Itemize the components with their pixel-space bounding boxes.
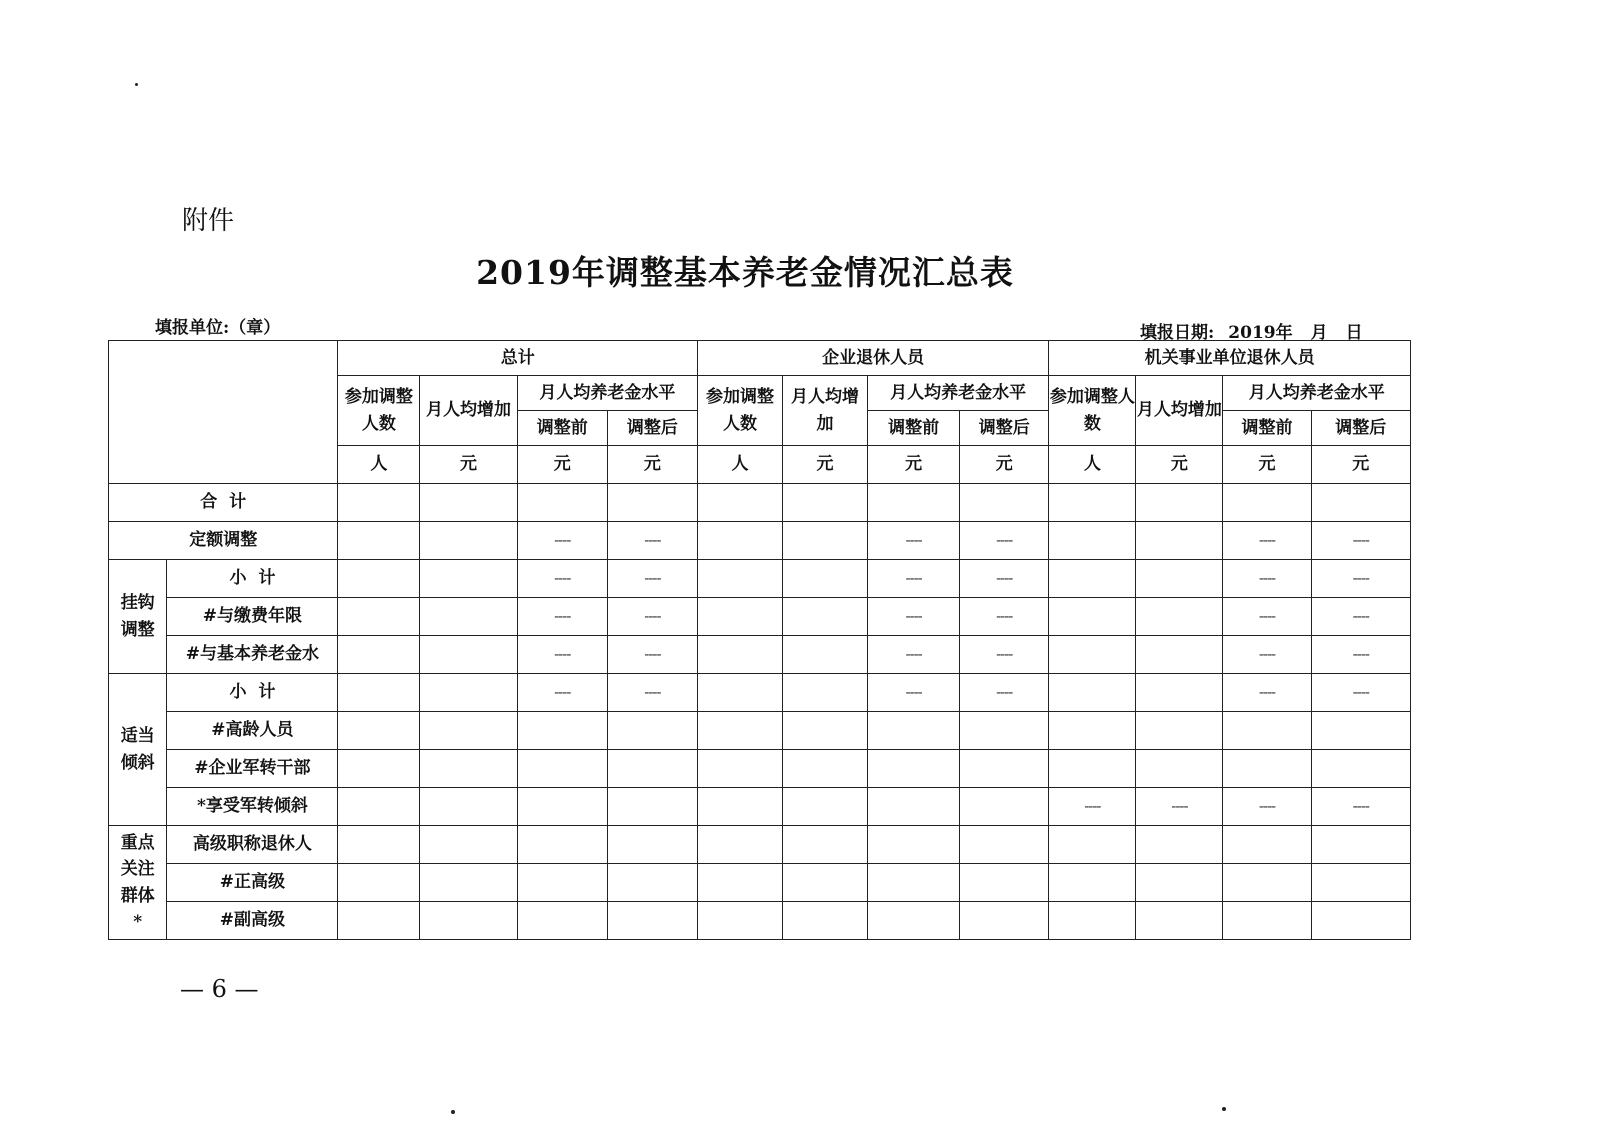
col-participants: 参加调整人数: [697, 376, 782, 446]
data-cell[interactable]: [782, 826, 867, 864]
blank-mark: ----: [517, 598, 607, 636]
data-cell[interactable]: [1136, 636, 1223, 674]
data-cell[interactable]: [338, 560, 420, 598]
data-cell[interactable]: [1049, 674, 1136, 712]
data-cell[interactable]: [420, 864, 517, 902]
group-header-enterprise: 企业退休人员: [697, 341, 1048, 376]
col-before: 调整前: [517, 411, 607, 446]
blank-mark: ----: [960, 522, 1049, 560]
data-cell[interactable]: [782, 902, 867, 940]
data-cell[interactable]: [697, 826, 782, 864]
data-cell[interactable]: [1049, 484, 1136, 522]
blank-mark: ----: [1223, 560, 1311, 598]
blank-mark: ----: [517, 522, 607, 560]
blank-mark: ----: [517, 636, 607, 674]
unit-yuan: 元: [1311, 446, 1410, 484]
data-cell[interactable]: [1223, 864, 1311, 902]
data-cell[interactable]: [1311, 712, 1410, 750]
row-label-tilt-subtotal: 小 计: [167, 674, 338, 712]
data-cell[interactable]: [338, 826, 420, 864]
data-cell[interactable]: [697, 864, 782, 902]
blank-mark: ----: [960, 636, 1049, 674]
table-row: [109, 674, 1411, 712]
col-monthly-increase: 月人均增加: [1136, 376, 1223, 446]
blank-mark: ----: [517, 560, 607, 598]
data-cell[interactable]: [1136, 598, 1223, 636]
data-cell[interactable]: [782, 674, 867, 712]
table-row: [109, 636, 1411, 674]
data-cell[interactable]: [338, 864, 420, 902]
data-cell[interactable]: [697, 484, 782, 522]
data-cell[interactable]: [1049, 598, 1136, 636]
row-label-focus-senior: #正高级: [167, 864, 338, 902]
data-cell[interactable]: [1136, 712, 1223, 750]
row-label-tilt-elderly: #高龄人员: [167, 712, 338, 750]
unit-yuan: 元: [960, 446, 1049, 484]
data-cell[interactable]: [1223, 712, 1311, 750]
blank-mark: ----: [868, 598, 960, 636]
data-cell[interactable]: [420, 788, 517, 826]
data-cell[interactable]: [420, 674, 517, 712]
table-row: [109, 788, 1411, 826]
row-group-focus-label: 重点关注群体*: [120, 832, 155, 932]
blank-mark: ----: [868, 522, 960, 560]
data-cell[interactable]: [1049, 636, 1136, 674]
data-cell[interactable]: [1136, 484, 1223, 522]
data-cell[interactable]: [517, 484, 607, 522]
blank-mark: ----: [1049, 788, 1136, 826]
data-cell[interactable]: [697, 636, 782, 674]
row-group-tilt: [109, 674, 167, 826]
row-label-focus-vice: #副高级: [167, 902, 338, 940]
data-cell[interactable]: [1136, 674, 1223, 712]
unit-yuan: 元: [607, 446, 697, 484]
table-row: [109, 902, 1411, 940]
data-cell[interactable]: [868, 826, 960, 864]
data-cell[interactable]: [338, 484, 420, 522]
row-label-linked-subtotal: 小 计: [167, 560, 338, 598]
blank-mark: ----: [607, 560, 697, 598]
unit-people: 人: [697, 446, 782, 484]
blank-mark: ----: [1311, 674, 1410, 712]
data-cell[interactable]: [517, 750, 607, 788]
blank-mark: ----: [1223, 636, 1311, 674]
data-cell[interactable]: [1223, 826, 1311, 864]
data-cell[interactable]: [960, 712, 1049, 750]
data-cell[interactable]: [1311, 484, 1410, 522]
table-row: [109, 560, 1411, 598]
data-cell[interactable]: [868, 864, 960, 902]
col-pension-level: 月人均养老金水平: [868, 376, 1049, 411]
row-label-total: 合 计: [109, 484, 338, 522]
table-row: [109, 826, 1411, 864]
data-cell[interactable]: [782, 864, 867, 902]
data-cell[interactable]: [960, 902, 1049, 940]
data-cell[interactable]: [420, 598, 517, 636]
data-cell[interactable]: [338, 674, 420, 712]
table-row: [109, 484, 1411, 522]
data-cell[interactable]: [960, 750, 1049, 788]
data-cell[interactable]: [420, 636, 517, 674]
blank-mark: ----: [868, 560, 960, 598]
scan-speck: [1222, 1107, 1226, 1111]
data-cell[interactable]: [1136, 560, 1223, 598]
data-cell[interactable]: [697, 788, 782, 826]
row-group-tilt-label: 适当倾斜: [120, 726, 155, 773]
row-label-tilt-army-enjoy: *享受军转倾斜: [167, 788, 338, 826]
blank-mark: ----: [1311, 788, 1410, 826]
table-row: [109, 522, 1411, 560]
data-cell[interactable]: [607, 712, 697, 750]
data-cell[interactable]: [782, 712, 867, 750]
col-monthly-increase: 月人均增加: [420, 376, 517, 446]
data-cell[interactable]: [1049, 522, 1136, 560]
data-cell[interactable]: [1049, 712, 1136, 750]
data-cell[interactable]: [420, 712, 517, 750]
data-cell[interactable]: [338, 598, 420, 636]
data-cell[interactable]: [1311, 750, 1410, 788]
data-cell[interactable]: [697, 712, 782, 750]
blank-mark: ----: [1223, 522, 1311, 560]
data-cell[interactable]: [1311, 864, 1410, 902]
col-participants: 参加调整人数: [338, 376, 420, 446]
data-cell[interactable]: [960, 788, 1049, 826]
unit-yuan: 元: [868, 446, 960, 484]
blank-mark: ----: [1223, 788, 1311, 826]
row-group-linked-label: 挂钩调整: [120, 593, 155, 640]
data-cell[interactable]: [960, 864, 1049, 902]
data-cell[interactable]: [1311, 902, 1410, 940]
col-after: 调整后: [960, 411, 1049, 446]
row-label-tilt-army-enterprise: #企业军转干部: [167, 750, 338, 788]
row-label-linked-pension: #与基本养老金水: [167, 636, 338, 674]
annex-label: 附件: [182, 206, 235, 236]
page-title: 2019年调整基本养老金情况汇总表: [476, 253, 1014, 292]
data-cell[interactable]: [607, 788, 697, 826]
data-cell[interactable]: [420, 484, 517, 522]
blank-mark: ----: [1223, 674, 1311, 712]
data-cell[interactable]: [697, 598, 782, 636]
blank-mark: ----: [1311, 598, 1410, 636]
data-cell[interactable]: [868, 902, 960, 940]
unit-yuan: 元: [420, 446, 517, 484]
col-before: 调整前: [1223, 411, 1311, 446]
data-cell[interactable]: [338, 750, 420, 788]
data-cell[interactable]: [607, 864, 697, 902]
data-cell[interactable]: [1049, 826, 1136, 864]
data-cell[interactable]: [517, 826, 607, 864]
scan-speck: [451, 1110, 455, 1114]
row-label-focus-senior-title: 高级职称退休人: [167, 826, 338, 864]
data-cell[interactable]: [420, 560, 517, 598]
col-before: 调整前: [868, 411, 960, 446]
table-row: [109, 712, 1411, 750]
data-cell[interactable]: [1049, 560, 1136, 598]
fill-date-label: 填报日期:: [1140, 323, 1215, 343]
data-cell[interactable]: [517, 864, 607, 902]
blank-mark: ----: [1311, 560, 1410, 598]
data-cell[interactable]: [607, 902, 697, 940]
col-after: 调整后: [1311, 411, 1410, 446]
corner-cell: [109, 341, 338, 484]
group-header-institution: 机关事业单位退休人员: [1049, 341, 1411, 376]
data-cell[interactable]: [697, 560, 782, 598]
row-label-linked-years: #与缴费年限: [167, 598, 338, 636]
data-cell[interactable]: [868, 750, 960, 788]
fill-date-month: 月: [1310, 323, 1328, 343]
unit-people: 人: [1049, 446, 1136, 484]
data-cell[interactable]: [420, 750, 517, 788]
fill-date-day: 日: [1345, 323, 1363, 343]
col-monthly-increase: 月人均增加: [782, 376, 867, 446]
data-cell[interactable]: [607, 750, 697, 788]
blank-mark: ----: [1311, 522, 1410, 560]
data-cell[interactable]: [420, 826, 517, 864]
group-header-total: 总计: [338, 341, 698, 376]
scan-speck: [135, 83, 138, 86]
data-cell[interactable]: [1136, 864, 1223, 902]
data-cell[interactable]: [338, 636, 420, 674]
data-cell[interactable]: [420, 522, 517, 560]
data-cell[interactable]: [868, 712, 960, 750]
data-cell[interactable]: [697, 902, 782, 940]
data-cell[interactable]: [607, 484, 697, 522]
row-group-linked: [109, 560, 167, 674]
unit-yuan: 元: [517, 446, 607, 484]
col-after: 调整后: [607, 411, 697, 446]
data-cell[interactable]: [782, 598, 867, 636]
data-cell[interactable]: [697, 522, 782, 560]
data-cell[interactable]: [960, 826, 1049, 864]
data-cell[interactable]: [607, 826, 697, 864]
unit-people: 人: [338, 446, 420, 484]
page-number: — 6 —: [180, 975, 259, 1003]
blank-mark: ----: [607, 598, 697, 636]
summary-table: [108, 340, 1411, 940]
data-cell[interactable]: [517, 788, 607, 826]
data-cell[interactable]: [868, 484, 960, 522]
col-pension-level: 月人均养老金水平: [517, 376, 697, 411]
data-cell[interactable]: [782, 484, 867, 522]
col-pension-level: 月人均养老金水平: [1223, 376, 1411, 411]
unit-yuan: 元: [782, 446, 867, 484]
fill-unit: 填报单位:（章）: [155, 318, 281, 338]
data-cell[interactable]: [338, 712, 420, 750]
data-cell[interactable]: [782, 560, 867, 598]
data-cell[interactable]: [517, 712, 607, 750]
table-row: [109, 598, 1411, 636]
blank-mark: ----: [1223, 598, 1311, 636]
data-cell[interactable]: [517, 902, 607, 940]
data-cell[interactable]: [1049, 902, 1136, 940]
data-cell[interactable]: [1136, 750, 1223, 788]
blank-mark: ----: [1136, 788, 1223, 826]
data-cell[interactable]: [782, 636, 867, 674]
data-cell[interactable]: [868, 788, 960, 826]
fill-date-year: 2019年: [1228, 323, 1293, 343]
data-cell[interactable]: [1136, 522, 1223, 560]
unit-yuan: 元: [1136, 446, 1223, 484]
data-cell[interactable]: [1136, 826, 1223, 864]
row-label-fixed: 定额调整: [109, 522, 338, 560]
unit-yuan: 元: [1223, 446, 1311, 484]
data-cell[interactable]: [697, 674, 782, 712]
data-cell[interactable]: [1049, 750, 1136, 788]
row-group-focus: [109, 826, 167, 940]
blank-mark: ----: [960, 560, 1049, 598]
blank-mark: ----: [960, 598, 1049, 636]
data-cell[interactable]: [338, 788, 420, 826]
data-cell[interactable]: [1223, 484, 1311, 522]
table-row: [109, 864, 1411, 902]
blank-mark: ----: [1311, 636, 1410, 674]
data-cell[interactable]: [338, 522, 420, 560]
data-cell[interactable]: [782, 788, 867, 826]
data-cell[interactable]: [1223, 750, 1311, 788]
data-cell[interactable]: [1136, 902, 1223, 940]
data-cell[interactable]: [1223, 902, 1311, 940]
data-cell[interactable]: [960, 484, 1049, 522]
blank-mark: ----: [607, 674, 697, 712]
blank-mark: ----: [960, 674, 1049, 712]
blank-mark: ----: [517, 674, 607, 712]
data-cell[interactable]: [782, 522, 867, 560]
blank-mark: ----: [607, 636, 697, 674]
blank-mark: ----: [868, 674, 960, 712]
data-cell[interactable]: [697, 750, 782, 788]
blank-mark: ----: [607, 522, 697, 560]
blank-mark: ----: [868, 636, 960, 674]
table-row: [109, 750, 1411, 788]
col-participants: 参加调整人数: [1049, 376, 1136, 446]
data-cell[interactable]: [1311, 826, 1410, 864]
data-cell[interactable]: [420, 902, 517, 940]
data-cell[interactable]: [782, 750, 867, 788]
data-cell[interactable]: [338, 902, 420, 940]
data-cell[interactable]: [1049, 864, 1136, 902]
